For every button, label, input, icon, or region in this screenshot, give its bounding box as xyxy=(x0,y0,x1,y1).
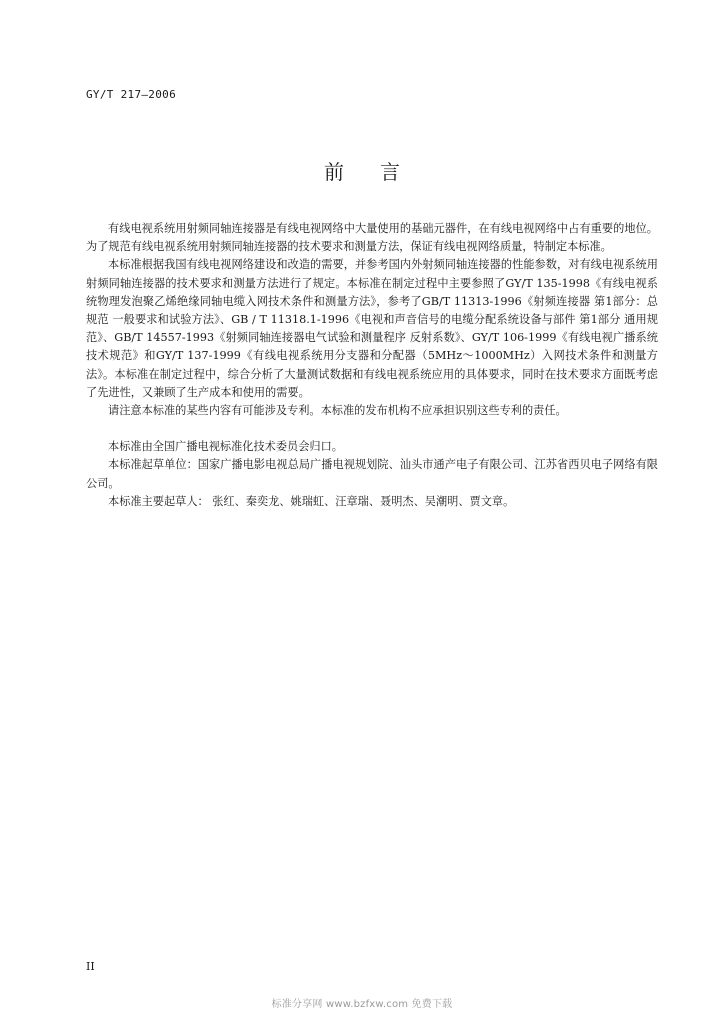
page-number: II xyxy=(86,960,95,973)
paragraph-drafting-units: 本标准起草单位：国家广播电影电视总局广播电视规划院、汕头市通产电子有限公司、江苏省西贝电子网络有限公司。 xyxy=(86,458,658,490)
paragraph-committee: 本标准由全国广播电视标准化技术委员会归口。 xyxy=(108,440,343,454)
document-body xyxy=(86,220,658,511)
watermark-text: 标准分享网 www.bzfxw.com 免费下载 xyxy=(271,999,453,1010)
paragraph-intro: 有线电视系统用射频同轴连接器是有线电视网络中大量使用的基础元器件，在有线电视网络中占有重要的地位。为了规范有线电视系统用射频同轴连接器的技术要求和测量方法，保证有线电视网络质量，特制定本标准。 xyxy=(86,222,658,254)
paragraph-references: 本标准根据我国有线电视网络建设和改造的需要，并参考国内外射频同轴连接器的性能参数，对有线电视系统用射频同轴连接器的技术要求和测量方法进行了规定。本标准在制定过程中主要参照了GY/T 135-1998《有线电视系统物理发泡聚乙烯绝缘同轴电缆入网技术条件和测量方法》，参考了GB/T 11313-1996《射频连接器 第1部分：总规范 一般要求和试验方法》、GB / T 11318.1-1996《电视和声音信号的电缆分配系统设备与部件 第1部分 通用规范》、GB/T 14557-1993《射频同轴连接器电气试验和测量程序 反射系数》、GY/T 106-1999《有线电视广播系统技术规范》和GY/T 137-1999《有线电视系统用分支器和分配器（5MHz～1000MHz）入网技术条件和测量方法》。本标准在制定过程中，综合分析了大量测试数据和有线电视系统应用的具体要求，同时在技术要求方面既考虑了先进性，又兼顾了生产成本和使用的需要。 xyxy=(86,258,658,399)
paragraph-patent-notice: 请注意本标准的某些内容有可能涉及专利。本标准的发布机构不应承担识别这些专利的责任。 xyxy=(108,404,567,418)
paragraph-drafters: 本标准主要起草人： 张红、秦奕龙、姚瑞虹、汪章瑞、聂明杰、吴潮明、贾文章。 xyxy=(108,494,515,508)
document-code: GY/T 217—2006 xyxy=(86,88,176,101)
paragraph-spacer xyxy=(86,420,658,438)
page-title: 前言 xyxy=(324,160,436,184)
